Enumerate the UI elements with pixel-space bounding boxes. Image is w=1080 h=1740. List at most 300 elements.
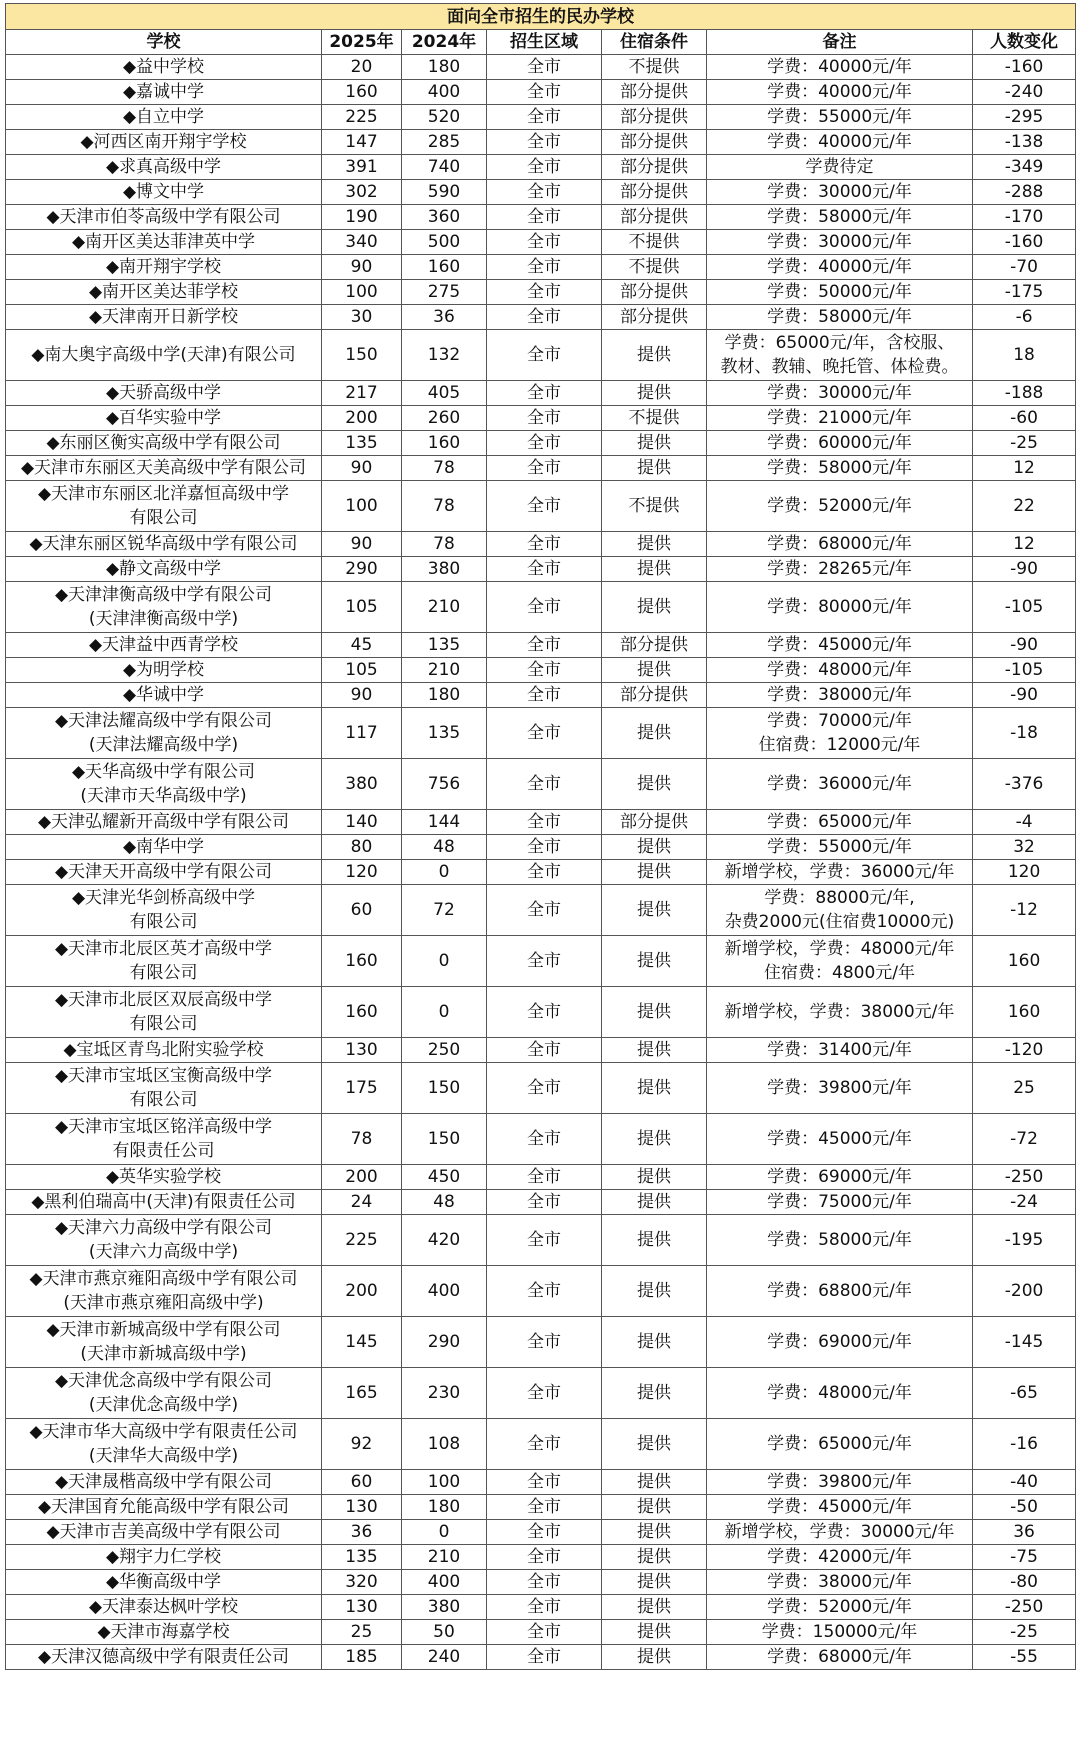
table-row (6, 557, 1076, 582)
cell-2024: 500 (402, 230, 487, 255)
cell-lodging: 提供 (602, 381, 707, 406)
cell-change: 18 (973, 330, 1076, 381)
cell-area: 全市 (487, 305, 602, 330)
cell-area: 全市 (487, 1570, 602, 1595)
cell-lodging: 部分提供 (602, 633, 707, 658)
cell-change: -90 (973, 557, 1076, 582)
table-row (6, 1620, 1076, 1645)
cell-school-line: (天津市天华高级中学) (80, 786, 247, 806)
cell-school-line: (天津市燕京雍阳高级中学) (63, 1293, 264, 1313)
cell-2025: 290 (322, 557, 402, 582)
header-area: 招生区域 (487, 30, 602, 55)
cell-area: 全市 (487, 80, 602, 105)
table-row (6, 987, 1076, 1038)
cell-change: -288 (973, 180, 1076, 205)
cell-area: 全市 (487, 860, 602, 885)
cell-2025: 60 (322, 1470, 402, 1495)
table-row (6, 155, 1076, 180)
cell-2024: 380 (402, 1595, 487, 1620)
table-row (6, 1114, 1076, 1165)
cell-school: ◆天津国育允能高级中学有限公司 (6, 1495, 322, 1520)
cell-lodging: 提供 (602, 330, 707, 381)
cell-area: 全市 (487, 55, 602, 80)
header-note: 备注 (707, 30, 973, 55)
cell-lodging: 不提供 (602, 255, 707, 280)
cell-school-line: 有限公司 (129, 1014, 198, 1034)
cell-2025: 120 (322, 860, 402, 885)
cell-note: 学费：65000元/年 (707, 810, 973, 835)
cell-2024: 36 (402, 305, 487, 330)
cell-2024: 210 (402, 658, 487, 683)
table-row (6, 431, 1076, 456)
cell-change: -90 (973, 683, 1076, 708)
cell-change: -80 (973, 1570, 1076, 1595)
cell-note: 学费：40000元/年 (707, 80, 973, 105)
cell-note: 学费：58000元/年 (707, 1215, 973, 1266)
cell-2025: 130 (322, 1595, 402, 1620)
cell-2024: 48 (402, 1190, 487, 1215)
cell-lodging: 提供 (602, 532, 707, 557)
cell-2025: 380 (322, 759, 402, 810)
cell-school (6, 936, 322, 987)
cell-2025: 190 (322, 205, 402, 230)
cell-note-line: 学费：88000元/年, (764, 888, 915, 908)
cell-2024: 135 (402, 708, 487, 759)
cell-school (6, 708, 322, 759)
cell-change: -200 (973, 1266, 1076, 1317)
cell-2025: 135 (322, 1545, 402, 1570)
cell-area: 全市 (487, 1545, 602, 1570)
cell-note: 学费：58000元/年 (707, 205, 973, 230)
cell-school (6, 481, 322, 532)
school-table (5, 3, 1076, 1670)
cell-school-line: ◆天津市宝坻区宝衡高级中学 (54, 1066, 273, 1086)
cell-lodging: 提供 (602, 860, 707, 885)
cell-note: 学费：55000元/年 (707, 105, 973, 130)
cell-note: 学费：39800元/年 (707, 1470, 973, 1495)
table-body (6, 55, 1076, 1670)
table-row (6, 1317, 1076, 1368)
cell-school: ◆南开区美达菲学校 (6, 280, 322, 305)
cell-2025: 78 (322, 1114, 402, 1165)
cell-area: 全市 (487, 936, 602, 987)
cell-note: 新增学校，学费：30000元/年 (707, 1520, 973, 1545)
table-row (6, 330, 1076, 381)
cell-change: -376 (973, 759, 1076, 810)
cell-2025: 200 (322, 1266, 402, 1317)
cell-change: 36 (973, 1520, 1076, 1545)
cell-2024: 400 (402, 1570, 487, 1595)
table-row (6, 406, 1076, 431)
cell-area: 全市 (487, 1495, 602, 1520)
cell-lodging: 不提供 (602, 230, 707, 255)
cell-2025: 145 (322, 1317, 402, 1368)
cell-school-line: ◆天津市宝坻区铭洋高级中学 (54, 1117, 273, 1137)
cell-lodging: 提供 (602, 1645, 707, 1670)
cell-note: 学费：31400元/年 (707, 1038, 973, 1063)
cell-2024: 420 (402, 1215, 487, 1266)
cell-2025: 90 (322, 456, 402, 481)
cell-school (6, 1114, 322, 1165)
cell-2024: 230 (402, 1368, 487, 1419)
cell-school (6, 987, 322, 1038)
table-row (6, 1470, 1076, 1495)
cell-2025: 140 (322, 810, 402, 835)
cell-area: 全市 (487, 406, 602, 431)
cell-lodging: 提供 (602, 1495, 707, 1520)
table-row (6, 582, 1076, 633)
cell-lodging: 提供 (602, 1419, 707, 1470)
cell-lodging: 提供 (602, 582, 707, 633)
cell-2025: 100 (322, 280, 402, 305)
cell-school (6, 582, 322, 633)
cell-2025: 185 (322, 1645, 402, 1670)
cell-area: 全市 (487, 431, 602, 456)
cell-note (707, 330, 973, 381)
cell-school: ◆求真高级中学 (6, 155, 322, 180)
cell-note: 学费：69000元/年 (707, 1317, 973, 1368)
cell-change: -105 (973, 658, 1076, 683)
cell-school: ◆静文高级中学 (6, 557, 322, 582)
cell-note: 学费：45000元/年 (707, 633, 973, 658)
cell-2025: 36 (322, 1520, 402, 1545)
cell-lodging: 提供 (602, 1520, 707, 1545)
cell-change: -72 (973, 1114, 1076, 1165)
cell-school: ◆南华中学 (6, 835, 322, 860)
table-row (6, 1595, 1076, 1620)
cell-2025: 105 (322, 582, 402, 633)
cell-change: 32 (973, 835, 1076, 860)
table-row (6, 80, 1076, 105)
cell-lodging: 提供 (602, 1368, 707, 1419)
table-row (6, 1645, 1076, 1670)
cell-change: 120 (973, 860, 1076, 885)
cell-area: 全市 (487, 205, 602, 230)
cell-2025: 80 (322, 835, 402, 860)
cell-school: ◆翔宇力仁学校 (6, 1545, 322, 1570)
cell-note: 学费：58000元/年 (707, 305, 973, 330)
cell-area: 全市 (487, 658, 602, 683)
cell-lodging: 提供 (602, 1317, 707, 1368)
cell-2024: 756 (402, 759, 487, 810)
cell-2025: 130 (322, 1495, 402, 1520)
cell-change: -75 (973, 1545, 1076, 1570)
cell-2024: 210 (402, 582, 487, 633)
table-row (6, 205, 1076, 230)
cell-lodging: 提供 (602, 708, 707, 759)
table-row (6, 456, 1076, 481)
cell-change: -120 (973, 1038, 1076, 1063)
cell-2024: 260 (402, 406, 487, 431)
cell-2025: 90 (322, 255, 402, 280)
cell-lodging: 部分提供 (602, 130, 707, 155)
cell-2024: 360 (402, 205, 487, 230)
header-2024: 2024年 (402, 30, 487, 55)
cell-2025: 302 (322, 180, 402, 205)
table-row (6, 860, 1076, 885)
cell-note: 学费：21000元/年 (707, 406, 973, 431)
table-row (6, 759, 1076, 810)
cell-2025: 225 (322, 105, 402, 130)
cell-school: ◆河西区南开翔宇学校 (6, 130, 322, 155)
cell-lodging: 部分提供 (602, 155, 707, 180)
cell-2024: 0 (402, 1520, 487, 1545)
cell-change: -4 (973, 810, 1076, 835)
cell-area: 全市 (487, 557, 602, 582)
cell-lodging: 部分提供 (602, 683, 707, 708)
cell-area: 全市 (487, 987, 602, 1038)
cell-lodging: 提供 (602, 1063, 707, 1114)
cell-note: 学费：40000元/年 (707, 255, 973, 280)
cell-school: ◆南开区美达菲津英中学 (6, 230, 322, 255)
cell-lodging: 提供 (602, 1570, 707, 1595)
cell-school-line: ◆天津市华大高级中学有限责任公司 (29, 1422, 298, 1442)
cell-note: 学费：30000元/年 (707, 230, 973, 255)
cell-2024: 450 (402, 1165, 487, 1190)
cell-lodging: 提供 (602, 1215, 707, 1266)
cell-school: ◆南大奥宇高级中学(天津)有限公司 (6, 330, 322, 381)
cell-area: 全市 (487, 1620, 602, 1645)
cell-lodging: 提供 (602, 1165, 707, 1190)
cell-school: ◆天津天开高级中学有限公司 (6, 860, 322, 885)
cell-area: 全市 (487, 1215, 602, 1266)
cell-area: 全市 (487, 683, 602, 708)
cell-school: ◆南开翔宇学校 (6, 255, 322, 280)
cell-change: -24 (973, 1190, 1076, 1215)
cell-school: ◆百华实验中学 (6, 406, 322, 431)
title-row (6, 4, 1076, 30)
cell-2024: 275 (402, 280, 487, 305)
table-row (6, 381, 1076, 406)
table-title: 面向全市招生的民办学校 (6, 4, 1076, 30)
cell-school (6, 885, 322, 936)
cell-school-line: ◆天津市北辰区英才高级中学 (54, 939, 273, 959)
cell-school-line: (天津法耀高级中学) (88, 735, 239, 755)
cell-2024: 108 (402, 1419, 487, 1470)
cell-lodging: 提供 (602, 1114, 707, 1165)
table-row (6, 532, 1076, 557)
cell-change: -160 (973, 55, 1076, 80)
cell-2024: 400 (402, 1266, 487, 1317)
cell-school: ◆宝坻区青鸟北附实验学校 (6, 1038, 322, 1063)
cell-area: 全市 (487, 532, 602, 557)
cell-school: ◆天津市海嘉学校 (6, 1620, 322, 1645)
cell-lodging: 提供 (602, 1545, 707, 1570)
cell-area: 全市 (487, 810, 602, 835)
cell-area: 全市 (487, 835, 602, 860)
table-row (6, 633, 1076, 658)
table-row (6, 835, 1076, 860)
cell-lodging: 提供 (602, 987, 707, 1038)
cell-area: 全市 (487, 1317, 602, 1368)
cell-school: ◆天津弘耀新开高级中学有限公司 (6, 810, 322, 835)
cell-note: 新增学校，学费：36000元/年 (707, 860, 973, 885)
table-row (6, 1545, 1076, 1570)
cell-2025: 24 (322, 1190, 402, 1215)
cell-change: 22 (973, 481, 1076, 532)
cell-area: 全市 (487, 582, 602, 633)
cell-note (707, 708, 973, 759)
cell-change: -25 (973, 1620, 1076, 1645)
cell-2025: 225 (322, 1215, 402, 1266)
cell-2025: 130 (322, 1038, 402, 1063)
cell-2024: 0 (402, 936, 487, 987)
cell-lodging: 提供 (602, 658, 707, 683)
cell-school-line: ◆天津市燕京雍阳高级中学有限公司 (29, 1269, 298, 1289)
cell-school (6, 1063, 322, 1114)
cell-2024: 180 (402, 683, 487, 708)
cell-note: 学费：68000元/年 (707, 532, 973, 557)
cell-school-line: ◆天津市东丽区北洋嘉恒高级中学 (37, 484, 290, 504)
cell-school (6, 1419, 322, 1470)
cell-area: 全市 (487, 456, 602, 481)
cell-2024: 144 (402, 810, 487, 835)
cell-lodging: 提供 (602, 456, 707, 481)
cell-lodging: 提供 (602, 759, 707, 810)
cell-note: 学费：38000元/年 (707, 683, 973, 708)
cell-note: 学费：39800元/年 (707, 1063, 973, 1114)
cell-lodging: 部分提供 (602, 305, 707, 330)
cell-school: ◆为明学校 (6, 658, 322, 683)
cell-change: -12 (973, 885, 1076, 936)
cell-area: 全市 (487, 280, 602, 305)
cell-lodging: 部分提供 (602, 280, 707, 305)
table-row (6, 885, 1076, 936)
cell-school (6, 759, 322, 810)
cell-note: 学费：55000元/年 (707, 835, 973, 860)
table-row (6, 1215, 1076, 1266)
cell-note-line: 学费：65000元/年，含校服、 (724, 333, 955, 353)
cell-school: ◆嘉诚中学 (6, 80, 322, 105)
table-row (6, 481, 1076, 532)
cell-note: 学费：36000元/年 (707, 759, 973, 810)
cell-change: -170 (973, 205, 1076, 230)
cell-2025: 92 (322, 1419, 402, 1470)
cell-school: ◆英华实验学校 (6, 1165, 322, 1190)
cell-2025: 20 (322, 55, 402, 80)
cell-area: 全市 (487, 381, 602, 406)
table-row (6, 1520, 1076, 1545)
cell-note-line: 住宿费：12000元/年 (758, 735, 921, 755)
cell-change: -145 (973, 1317, 1076, 1368)
cell-note: 学费：48000元/年 (707, 1368, 973, 1419)
table-row (6, 255, 1076, 280)
cell-change: -195 (973, 1215, 1076, 1266)
cell-lodging: 提供 (602, 885, 707, 936)
cell-note: 学费：45000元/年 (707, 1114, 973, 1165)
cell-school: ◆东丽区衡实高级中学有限公司 (6, 431, 322, 456)
cell-area: 全市 (487, 708, 602, 759)
cell-area: 全市 (487, 1419, 602, 1470)
cell-2024: 240 (402, 1645, 487, 1670)
cell-note: 学费：65000元/年 (707, 1419, 973, 1470)
cell-2025: 147 (322, 130, 402, 155)
cell-lodging: 提供 (602, 835, 707, 860)
cell-school: ◆华诚中学 (6, 683, 322, 708)
cell-note: 学费：40000元/年 (707, 55, 973, 80)
table-row (6, 1190, 1076, 1215)
cell-lodging: 不提供 (602, 481, 707, 532)
table-row (6, 1038, 1076, 1063)
table-row (6, 1419, 1076, 1470)
cell-change: -250 (973, 1595, 1076, 1620)
cell-2025: 60 (322, 885, 402, 936)
cell-note: 学费：60000元/年 (707, 431, 973, 456)
cell-note: 学费：38000元/年 (707, 1570, 973, 1595)
table-row (6, 305, 1076, 330)
cell-change: -349 (973, 155, 1076, 180)
cell-change: 160 (973, 987, 1076, 1038)
cell-school: ◆天津市伯苓高级中学有限公司 (6, 205, 322, 230)
table-row (6, 683, 1076, 708)
cell-2025: 320 (322, 1570, 402, 1595)
cell-note: 学费：50000元/年 (707, 280, 973, 305)
cell-area: 全市 (487, 1368, 602, 1419)
cell-note: 学费：69000元/年 (707, 1165, 973, 1190)
cell-school-line: 有限公司 (129, 1090, 198, 1110)
cell-change: -50 (973, 1495, 1076, 1520)
cell-note (707, 885, 973, 936)
cell-school-line: (天津六力高级中学) (88, 1242, 239, 1262)
cell-2025: 340 (322, 230, 402, 255)
cell-2025: 175 (322, 1063, 402, 1114)
cell-lodging: 不提供 (602, 406, 707, 431)
cell-school (6, 1266, 322, 1317)
cell-school: ◆天津市东丽区天美高级中学有限公司 (6, 456, 322, 481)
cell-2024: 160 (402, 255, 487, 280)
cell-area: 全市 (487, 255, 602, 280)
cell-2025: 135 (322, 431, 402, 456)
cell-area: 全市 (487, 230, 602, 255)
table-row (6, 1266, 1076, 1317)
table-container (5, 3, 1075, 1670)
cell-2024: 180 (402, 1495, 487, 1520)
cell-2024: 405 (402, 381, 487, 406)
cell-school-line: ◆天津优念高级中学有限公司 (54, 1371, 273, 1391)
cell-lodging: 提供 (602, 1470, 707, 1495)
cell-area: 全市 (487, 130, 602, 155)
cell-school: ◆天津泰达枫叶学校 (6, 1595, 322, 1620)
table-row (6, 1570, 1076, 1595)
cell-area: 全市 (487, 1520, 602, 1545)
cell-school (6, 1317, 322, 1368)
cell-2025: 150 (322, 330, 402, 381)
cell-lodging: 提供 (602, 1266, 707, 1317)
cell-school-line: ◆天津六力高级中学有限公司 (54, 1218, 273, 1238)
cell-lodging: 部分提供 (602, 80, 707, 105)
cell-note-line: 学费：70000元/年 (767, 711, 912, 731)
cell-lodging: 部分提供 (602, 180, 707, 205)
cell-2025: 160 (322, 80, 402, 105)
table-row (6, 708, 1076, 759)
cell-school: ◆天津汉德高级中学有限责任公司 (6, 1645, 322, 1670)
cell-2025: 100 (322, 481, 402, 532)
cell-area: 全市 (487, 1595, 602, 1620)
cell-change: -160 (973, 230, 1076, 255)
header-change: 人数变化 (973, 30, 1076, 55)
cell-area: 全市 (487, 1266, 602, 1317)
cell-2024: 78 (402, 481, 487, 532)
cell-2025: 217 (322, 381, 402, 406)
cell-2024: 0 (402, 860, 487, 885)
cell-2024: 740 (402, 155, 487, 180)
cell-2025: 30 (322, 305, 402, 330)
cell-note: 学费：30000元/年 (707, 180, 973, 205)
cell-2024: 48 (402, 835, 487, 860)
cell-note: 学费：40000元/年 (707, 130, 973, 155)
cell-note: 学费：52000元/年 (707, 1595, 973, 1620)
table-row (6, 230, 1076, 255)
